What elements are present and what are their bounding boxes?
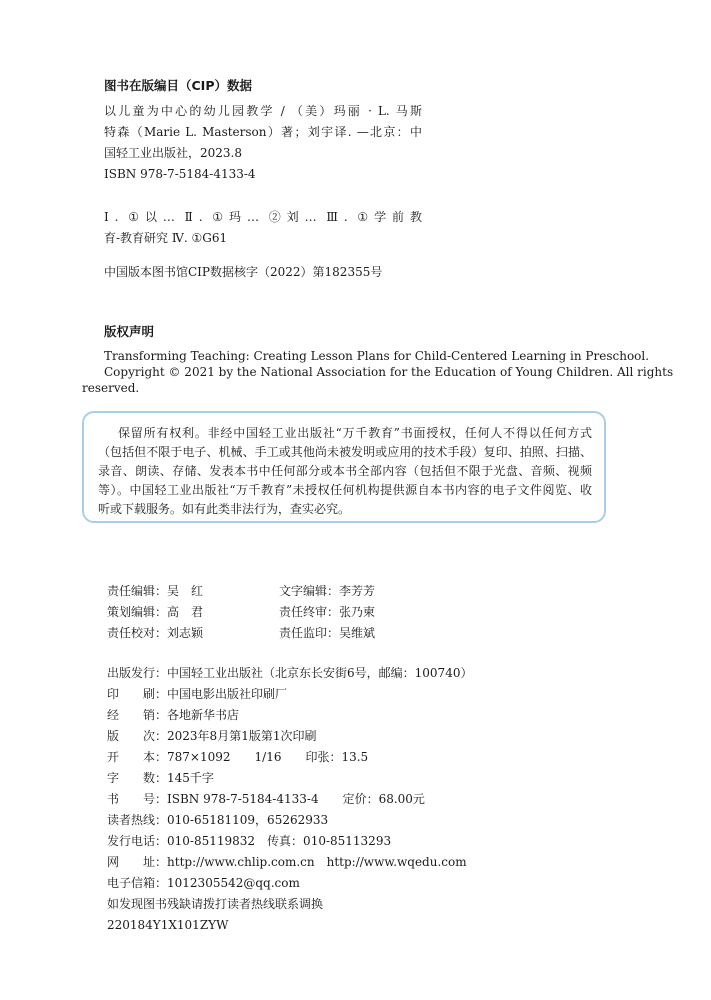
staff-value: 刘志颖 xyxy=(167,626,204,640)
staff-label: 策划编辑： xyxy=(107,605,168,619)
publish-value: 787×1092 1/16 印张：13.5 xyxy=(167,750,369,764)
copyright-line-2: Copyright © 2021 by the National Association for the Education of Young Children. All rights xyxy=(104,365,674,379)
copyright-line-1: Transforming Teaching: Creating Lesson Plans for Child-Centered Learning in Preschool. xyxy=(104,349,650,363)
cip-record-number: 中国版本图书馆CIP数据核字（2022）第182355号 xyxy=(104,265,383,279)
notice-line-1: 保留所有权利。非经中国轻工业出版社“万千教育”书面授权，任何人不得以任何方式 xyxy=(118,426,592,440)
publish-value: 中国电影出版社印刷厂 xyxy=(167,687,288,701)
footer-notice: 如发现图书残缺请拨打读者热线联系调换 xyxy=(107,897,324,911)
staff-row-3b xyxy=(279,625,375,642)
publish-value: 中国轻工业出版社（北京东长安街6号，邮编：100740） xyxy=(167,666,473,680)
publish-row-distributor xyxy=(107,707,239,724)
publish-label: 发行电话： xyxy=(107,834,168,848)
publish-label: 出版发行： xyxy=(107,666,168,680)
cip-title: 图书在版编目（CIP）数据 xyxy=(104,78,252,93)
staff-value: 高 君 xyxy=(167,605,204,619)
publish-row-format xyxy=(107,749,368,766)
staff-row-2 xyxy=(107,604,203,621)
publish-label: 经 销： xyxy=(107,708,168,722)
footer-code: 220184Y1X101ZYW xyxy=(107,918,229,932)
publish-value: 145千字 xyxy=(167,771,214,785)
staff-row-1b xyxy=(279,583,375,600)
rights-notice-box xyxy=(82,411,606,523)
notice-line-5: 听或下载服务。如有此类非法行为，查实必究。 xyxy=(98,502,351,516)
staff-label: 责任监印： xyxy=(279,626,340,640)
cip-classification-1: Ⅰ. ①以… Ⅱ. ①玛… ②刘… Ⅲ. ①学前教 xyxy=(104,210,422,224)
staff-row-1 xyxy=(107,583,203,600)
cip-isbn: ISBN 978-7-5184-4133-4 xyxy=(104,167,256,181)
publish-label: 电子信箱： xyxy=(107,876,168,890)
publish-row-printer xyxy=(107,686,287,703)
copyright-title: 版权声明 xyxy=(104,324,155,339)
publish-label: 印 刷： xyxy=(107,687,168,701)
publish-label: 字 数： xyxy=(107,771,168,785)
cip-line-2: 特森（Marie L. Masterson）著；刘宇译. —北京：中 xyxy=(104,125,422,139)
cip-line-1: 以儿童为中心的幼儿园教学 / （美）玛丽 · L. 马斯 xyxy=(104,104,422,118)
notice-line-4: 等）。中国轻工业出版社“万千教育”未授权任何机构提供源自本书内容的电子文件阅览、收 xyxy=(98,483,592,497)
notice-line-3: 录音、朗读、存储、发表本书中任何部分或本书全部内容（包括但不限于光盘、音频、视频 xyxy=(98,464,592,478)
publish-row-website xyxy=(107,854,467,871)
staff-row-3 xyxy=(107,625,203,642)
publish-value: ISBN 978-7-5184-4133-4 定价：68.00元 xyxy=(167,792,425,806)
cip-line-3: 国轻工业出版社，2023.8 xyxy=(104,146,242,160)
publish-row-wordcount xyxy=(107,770,214,787)
publish-row-publisher xyxy=(107,665,472,682)
publish-value: 各地新华书店 xyxy=(167,708,240,722)
staff-label: 责任终审： xyxy=(279,605,340,619)
notice-line-2: （包括但不限于电子、机械、手工或其他尚未被发明或应用的技术手段）复印、拍照、扫描、 xyxy=(98,445,592,459)
staff-value: 吴 红 xyxy=(167,584,204,598)
publish-label: 书 号： xyxy=(107,792,168,806)
publish-row-edition xyxy=(107,728,316,745)
staff-label: 文字编辑： xyxy=(279,584,340,598)
copyright-line-3: reserved. xyxy=(82,381,140,395)
publish-label: 读者热线： xyxy=(107,813,168,827)
cip-classification-2: 育-教育研究 Ⅳ. ①G61 xyxy=(104,231,228,245)
staff-value: 吴维斌 xyxy=(339,626,376,640)
publish-label: 版 次： xyxy=(107,729,168,743)
publish-value: http://www.chlip.com.cn http://www.wqedu.com xyxy=(167,855,467,869)
publish-row-isbn-price xyxy=(107,791,425,808)
staff-value: 李芳芳 xyxy=(339,584,376,598)
publish-row-email xyxy=(107,875,300,892)
publish-value: 2023年8月第1版第1次印刷 xyxy=(167,729,317,743)
staff-row-2b xyxy=(279,604,375,621)
publish-value: 010-65181109，65262933 xyxy=(167,813,329,827)
publish-value: 1012305542@qq.com xyxy=(167,876,300,890)
publish-label: 开 本： xyxy=(107,750,168,764)
staff-label: 责任校对： xyxy=(107,626,168,640)
publish-label: 网 址： xyxy=(107,855,168,869)
staff-label: 责任编辑： xyxy=(107,584,168,598)
publish-row-phone-fax xyxy=(107,833,391,850)
staff-value: 张乃柬 xyxy=(339,605,376,619)
publish-value: 010-85119832 传真：010-85113293 xyxy=(167,834,392,848)
publish-row-hotline xyxy=(107,812,328,829)
